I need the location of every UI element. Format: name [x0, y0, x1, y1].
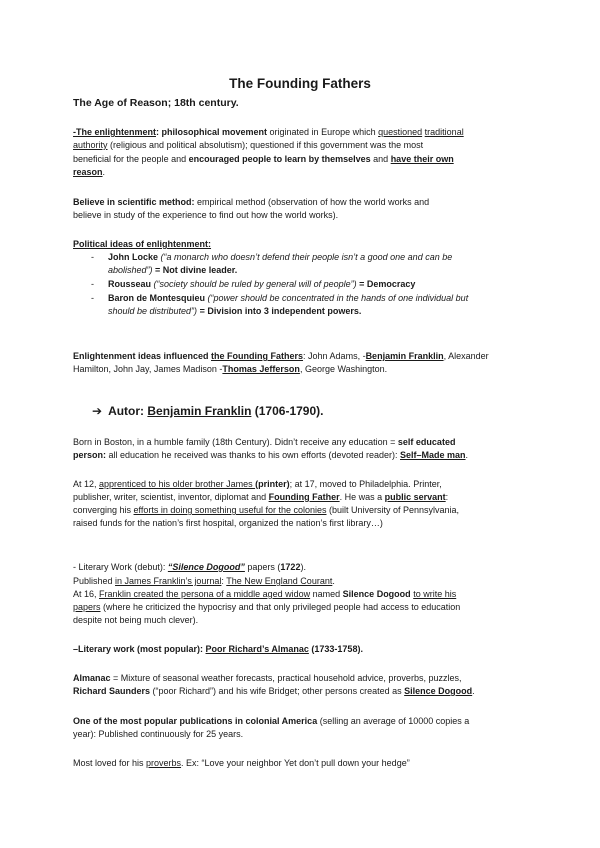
science-line-2: believe in study of the experience to find out how the world works). — [73, 210, 339, 220]
at12-line-2: publisher, writer, scientist, inventor, diplomat and Founding Father. He was a public servant: — [73, 492, 449, 502]
influenced-line-2: Hamilton, John Jay, James Madison -Thomas Jefferson, George Washington. — [73, 364, 388, 374]
persona-line-3: despite not being much clever). — [73, 615, 199, 625]
persona-line-2: papers (where he criticized the hypocrisy and that only privileged people had access to education — [73, 602, 461, 612]
locke-line-1: John Locke (“a monarch who doesn’t defend their people isn’t a good one and can be — [108, 252, 453, 262]
enlightenment-line-3: beneficial for the people and encouraged people to learn by themselves and have their own — [73, 154, 454, 164]
almanac-line-1: Almanac = Mixture of seasonal weather forecasts, practical household advice, proverbs, puzzles, — [73, 673, 462, 683]
political-heading: Political ideas of enlightenment: — [73, 239, 212, 249]
enlightenment-term: -The enlightenment — [73, 127, 156, 137]
arrow-right-icon: ➔ — [92, 404, 103, 418]
literary-debut-line: - Literary Work (debut): “Silence Dogood” papers (1722). — [73, 562, 306, 572]
enlightenment-line-4: reason. — [73, 167, 106, 177]
subtitle: The Age of Reason; 18th century. — [73, 97, 239, 109]
born-line-1: Born in Boston, in a humble family (18th Century). Didn’t receive any education = self educated — [73, 437, 456, 447]
rousseau-line: Rousseau (“society should be ruled by general will of people”) = Democracy — [108, 279, 416, 289]
enlightenment-line-1: -The enlightenment: philosophical movement originated in Europe which questioned traditional — [73, 127, 464, 137]
bullet-dash: - — [91, 252, 94, 262]
montesquieu-line-1: Baron de Montesquieu (“power should be concentrated in the hands of one individual but — [108, 293, 469, 303]
autor-heading: ➔ Autor: Benjamin Franklin (1706-1790). — [92, 404, 324, 418]
page-title: The Founding Fathers — [229, 76, 371, 91]
loved-line: Most loved for his proverbs. Ex: “Love your neighbor Yet don’t pull down your hedge” — [73, 758, 410, 768]
bullet-dash: - — [91, 279, 94, 289]
popular-line-2: year): Published continuously for 25 years. — [73, 729, 244, 739]
at12-line-3: converging his efforts in doing something useful for the colonies (built University of Pennsylvania, — [73, 505, 460, 515]
science-line-1: Believe in scientific method: empirical method (observation of how the world works and — [73, 197, 430, 207]
almanac-line-2: Richard Saunders (“poor Richard”) and his wife Bridget; other persons created as Silence Dogood. — [73, 686, 475, 696]
locke-line-2: abolished”) = Not divine leader. — [108, 265, 238, 275]
enlightenment-line-2: authority (religious and political absolutism); questioned if this government was the most — [73, 140, 424, 150]
literary-popular-line: –Literary work (most popular): Poor Richard’s Almanac (1733-1758). — [73, 644, 363, 654]
influenced-line-1: Enlightenment ideas influenced the Founding Fathers: John Adams, -Benjamin Franklin, Alexander — [73, 351, 489, 361]
at12-line-4: raised funds for the nation’s first hospital, organized the nation’s first library…) — [73, 518, 383, 528]
bullet-dash: - — [91, 293, 94, 303]
persona-line-1: At 16, Franklin created the persona of a middle aged widow named Silence Dogood to write his — [73, 589, 457, 599]
published-line: Published in James Franklin’s journal: The New England Courant. — [73, 576, 335, 586]
montesquieu-line-2: should be distributed”) = Division into 3 independent powers. — [108, 306, 362, 316]
at12-line-1: At 12, apprenticed to his older brother James (printer); at 17, moved to Philadelphia. Printer, — [73, 479, 442, 489]
popular-line-1: One of the most popular publications in colonial America (selling an average of 10000 copies a — [73, 716, 470, 726]
born-line-2: person: all education he received was thanks to his own efforts (devoted reader): Self–Made man. — [73, 450, 469, 460]
